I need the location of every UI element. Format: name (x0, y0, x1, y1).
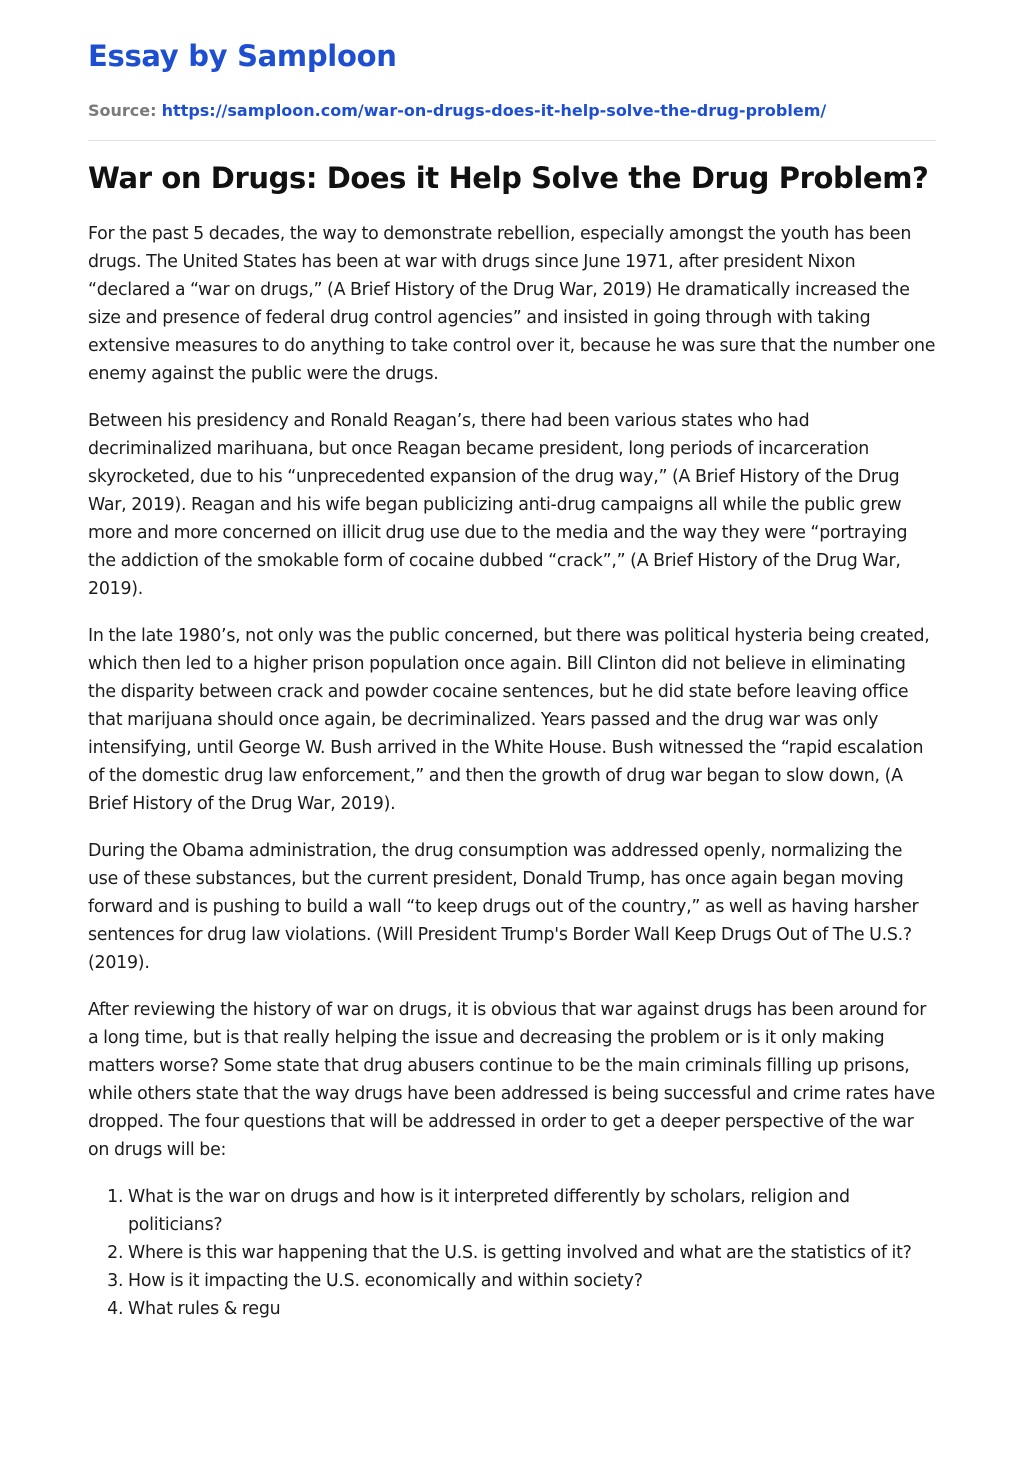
paragraph: In the late 1980’s, not only was the public concerned, but there was political hysteria being created, which then led to a higher prison population once again. Bill Clinton did not believe in eliminating the disparity between crack and powder cocaine sentences, but he did state before leaving office that marijuana should once again, be decriminalized. Years passed and the drug war was only intensifying, until George W. Bush arrived in the White House. Bush witnessed the “rapid escalation of the domestic drug law enforcement,” and then the growth of drug war began to slow down, (A Brief History of the Drug War, 2019). (88, 626, 930, 814)
source-line (88, 99, 936, 123)
source-link[interactable]: https://samploon.com/war-on-drugs-does-it-help-solve-the-drug-problem/ (161, 101, 827, 120)
list-item: 2. Where is this war happening that the U.S. is getting involved and what are the statistics of it? (128, 1239, 936, 1267)
header-divider (88, 140, 936, 141)
paragraph: For the past 5 decades, the way to demonstrate rebellion, especially amongst the youth has been drugs. The United States has been at war with drugs since June 1971, after president Nixon “declared a “war on drugs,” (A Brief History of the Drug War, 2019) He dramatically increased the size and presence of federal drug control agencies” and insisted in going through with taking extensive measures to do anything to take control over it, because he was sure that the number one enemy against the public were the drugs. (88, 224, 936, 384)
document-page (88, 0, 936, 1323)
brand-heading: Essay by Samploon (88, 39, 397, 73)
list-item: 3. How is it impacting the U.S. economically and within society? (128, 1267, 936, 1295)
paragraph: After reviewing the history of war on drugs, it is obvious that war against drugs has been around for a long time, but is that really helping the issue and decreasing the problem or is it only making matters worse? Some state that drug abusers continue to be the main criminals filling up prisons, while others state that the way drugs have been addressed is being successful and crime rates have dropped. The four questions that will be addressed in order to get a deeper perspective of the war on drugs will be: (88, 1000, 936, 1160)
list-item: 1. What is the war on drugs and how is it interpreted differently by scholars, religion and politicians? (128, 1183, 936, 1239)
source-label: Source: (88, 101, 157, 120)
article-body (88, 220, 936, 1323)
paragraph: Between his presidency and Ronald Reagan’s, there had been various states who had decriminalized marihuana, but once Reagan became president, long periods of incarceration skyrocketed, due to his “unprecedented expansion of the drug way,” (A Brief History of the Drug War, 2019). Reagan and his wife began publicizing anti-drug campaigns all while the public grew more and more concerned on illicit drug use due to the media and the way they were “portraying the addiction of the smokable form of cocaine dubbed “crack”,” (A Brief History of the Drug War, 2019). (88, 411, 908, 599)
questions-list (88, 1183, 936, 1323)
paragraph: During the Obama administration, the drug consumption was addressed openly, normalizing the use of these substances, but the current president, Donald Trump, has once again began moving forward and is pushing to build a wall “to keep drugs out of the country,” as well as having harsher sentences for drug law violations. (Will President Trump's Border Wall Keep Drugs Out of The U.S.? (2019). (88, 841, 919, 973)
list-item: 4. What rules & regu (128, 1295, 936, 1323)
article-title: War on Drugs: Does it Help Solve the Drug Problem? (88, 161, 929, 195)
